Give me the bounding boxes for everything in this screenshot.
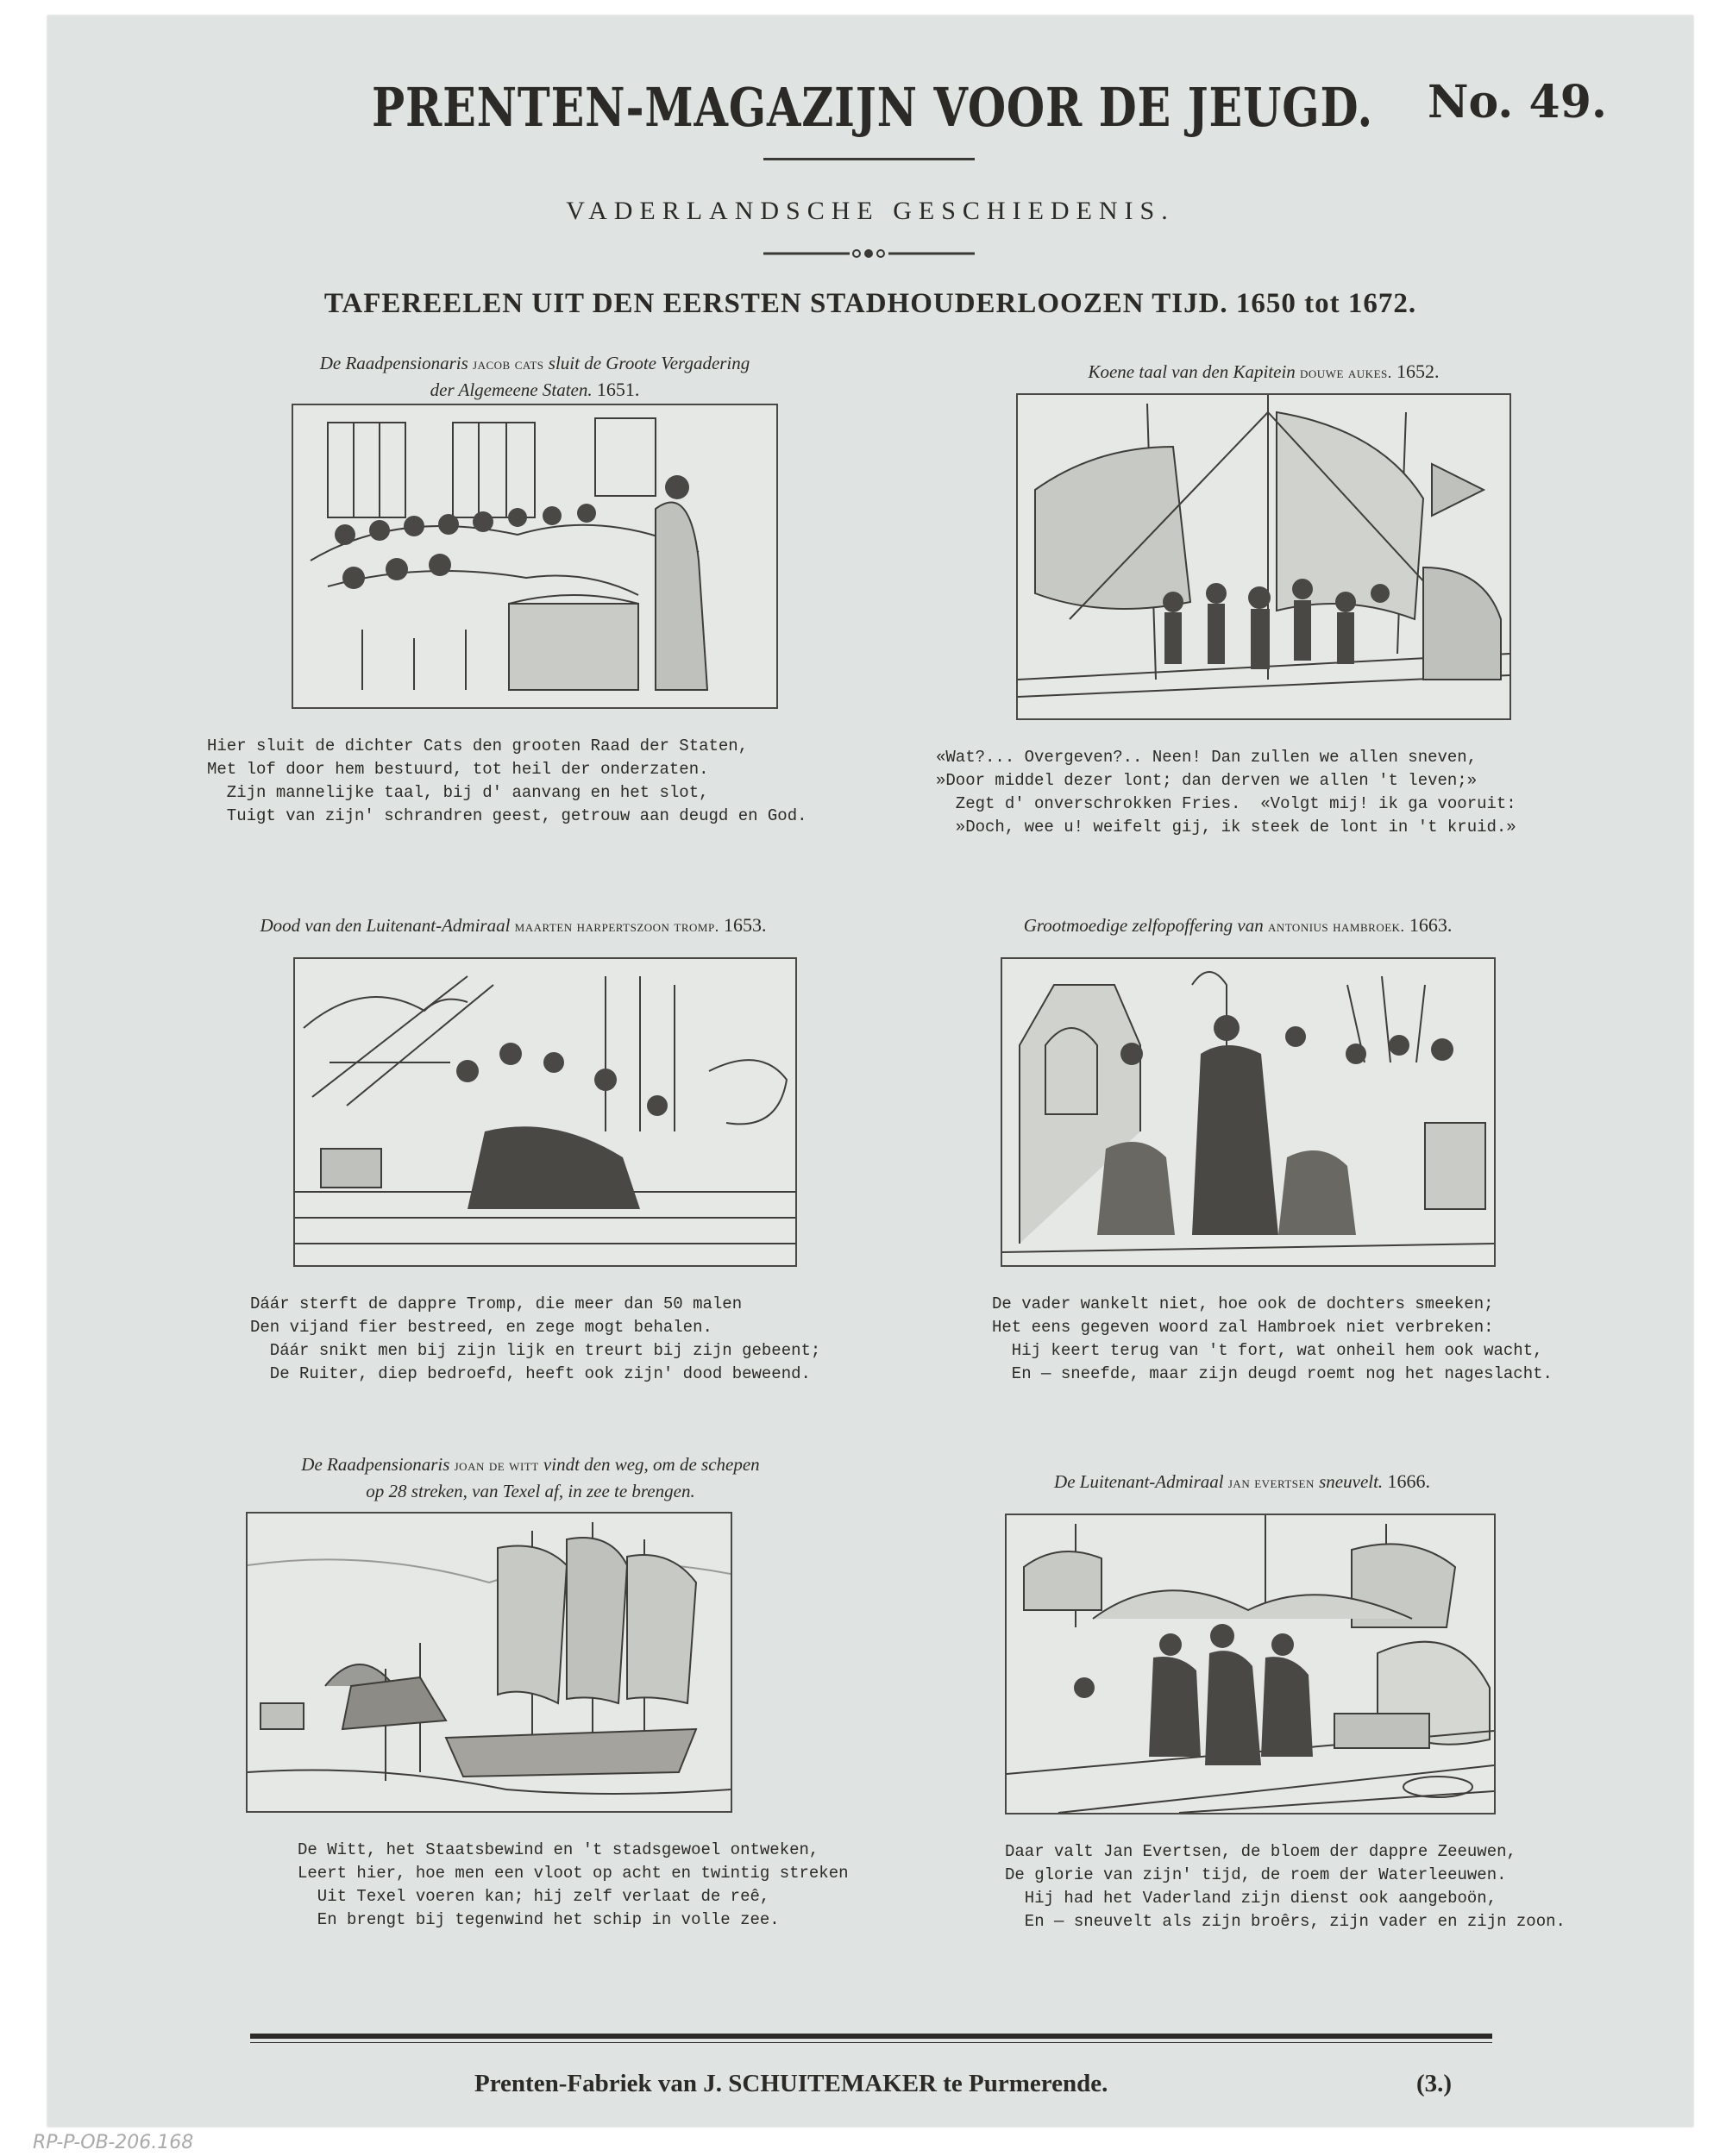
illustration-hambroek	[1001, 957, 1496, 1267]
panel-verse: De Witt, het Staatsbewind en 't stadsgewoel ontweken, Leert hier, hoe men een vloot op acht en twintig streken Uit Texel voeren kan; hij zelf verlaat de reê, En brengt bij tegenwind het schip in volle zee.	[298, 1840, 849, 1929]
subtitle: VADERLANDSCHE GESCHIEDENIS.	[566, 197, 1175, 225]
panel-verse: Dáár sterft de dappre Tromp, die meer dan 50 malen Den vijand fier bestreed, en zege mogt behalen. Dáár snikt men bij zijn lijk en treurt bij zijn gebeent; De Ruiter, diep bedroefd, heeft ook zijn' dood beweend.	[250, 1294, 821, 1383]
publisher-line: Prenten-Fabriek van J. SCHUITEMAKER te Purmerende.	[474, 2070, 1108, 2097]
footer-rule	[250, 2034, 1492, 2039]
panel-caption: Grootmoedige zelfopoffering van antonius hambroek. 1663.	[1023, 914, 1453, 936]
panel-de-witt	[203, 1451, 858, 1932]
catalog-number: RP-P-OB-206.168	[33, 2132, 194, 2153]
illustration-de-witt-ships	[246, 1512, 732, 1813]
panel-aukes	[936, 350, 1591, 839]
panel-verse: De vader wankelt niet, hoe ook de dochters smeeken; Het eens gegeven woord zal Hambroek niet verbreken: Hij keert terug van 't fort, wat onheil hem ook wacht, En — sneefde, maar zijn deugd roemt nog het nageslacht.	[992, 1294, 1553, 1383]
illustration-evertsen	[1005, 1514, 1496, 1814]
issue-number: No. 49.	[1428, 76, 1607, 128]
footer-rule-thin	[250, 2042, 1492, 2043]
illustration-assembly	[292, 404, 778, 709]
panel-tromp	[185, 904, 841, 1386]
panel-evertsen	[914, 1451, 1570, 1934]
panel-caption: De Luitenant-Admiraal jan evertsen sneuvelt. 1666.	[1054, 1470, 1430, 1492]
panel-caption: De Raadpensionaris jacob cats sluit de Groote Vergadering der Algemeene Staten. 1651.	[319, 353, 750, 400]
illustration-ship-deck	[1016, 393, 1511, 720]
panel-hambroek	[910, 904, 1566, 1386]
print-sheet	[47, 16, 1693, 2127]
panel-verse: «Wat?... Overgeven?.. Neen! Dan zullen we allen sneven, »Door middel dezer lont; dan derven we allen 't leven;» Zegt d' onverschrokken Fries. «Volgt mij! ik ga vooruit: »Doch, wee u! weifelt gij, ik steek de lont in 't kruid.»	[936, 748, 1516, 837]
panel-caption: Koene taal van den Kapitein douwe aukes. 1652.	[1088, 360, 1440, 382]
panel-cats	[207, 350, 863, 828]
page-number: (3.)	[1416, 2070, 1453, 2097]
title-rule	[763, 158, 975, 160]
section-title: TAFEREELEN UIT DEN EERSTEN STADHOUDERLOOZEN TIJD. 1650 tot 1672.	[323, 288, 1417, 319]
panel-verse: Daar valt Jan Evertsen, de bloem der dappre Zeeuwen, De glorie van zijn' tijd, de roem der Waterleeuwen. Hij had het Vaderland zijn dienst ook aangeboön, En — sneuvelt als zijn broêrs, zijn vader en zijn zoon.	[1005, 1842, 1566, 1931]
panel-caption: De Raadpensionaris joan de witt vindt den weg, om de schepen op 28 streken, van Texel af, in zee te brengen.	[301, 1454, 760, 1501]
ornament-divider	[763, 247, 975, 260]
panel-caption: Dood van den Luitenant-Admiraal maarten harpertszoon tromp. 1653.	[260, 914, 767, 936]
masthead-title: PRENTEN-MAGAZIJN VOOR DE JEUGD.	[371, 76, 1374, 139]
illustration-tromp	[293, 957, 797, 1267]
panel-verse: Hier sluit de dichter Cats den grooten Raad der Staten, Met lof door hem bestuurd, tot heil der onderzaten. Zijn mannelijke taal, bij d' aanvang en het slot, Tuigt van zijn' schrandren geest, getrouw aan deugd en God.	[207, 736, 807, 825]
